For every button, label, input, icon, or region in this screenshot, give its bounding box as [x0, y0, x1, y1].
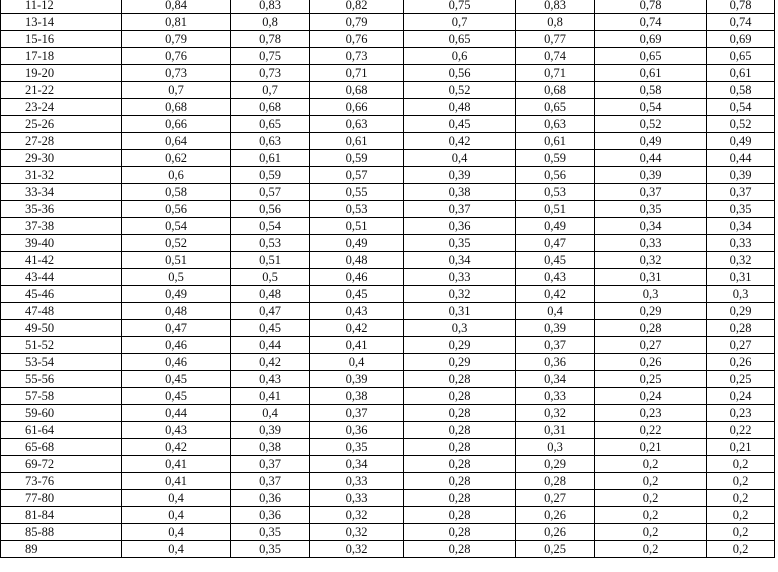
coefficient-cell: 0,51	[516, 201, 595, 218]
coefficient-cell: 0,61	[516, 133, 595, 150]
coefficient-cell: 0,49	[595, 133, 707, 150]
coefficient-cell: 0,52	[595, 116, 707, 133]
table-body	[1, 0, 775, 558]
coefficient-cell: 0,45	[231, 320, 310, 337]
coefficient-cell: 0,4	[122, 490, 231, 507]
coefficient-cell: 0,65	[707, 48, 775, 65]
coefficient-cell: 0,28	[404, 507, 516, 524]
table-row	[1, 337, 775, 354]
coefficient-cell: 0,28	[404, 524, 516, 541]
table-row	[1, 218, 775, 235]
coefficient-cell: 0,51	[231, 252, 310, 269]
coefficient-cell: 0,43	[516, 269, 595, 286]
coefficient-cell: 0,78	[231, 31, 310, 48]
age-range-cell: 51-52	[1, 337, 122, 354]
coefficient-cell: 0,65	[595, 48, 707, 65]
table-row	[1, 439, 775, 456]
coefficient-cell: 0,69	[595, 31, 707, 48]
coefficient-cell: 0,34	[310, 456, 404, 473]
coefficient-cell: 0,34	[516, 371, 595, 388]
coefficient-cell: 0,37	[231, 456, 310, 473]
coefficient-cell: 0,31	[516, 422, 595, 439]
coefficient-cell: 0,2	[707, 541, 775, 558]
coefficient-cell: 0,74	[707, 14, 775, 31]
table-row	[1, 490, 775, 507]
coefficient-cell: 0,58	[707, 82, 775, 99]
coefficient-cell: 0,2	[707, 490, 775, 507]
coefficient-cell: 0,51	[310, 218, 404, 235]
coefficient-cell: 0,28	[404, 456, 516, 473]
coefficient-cell: 0,48	[310, 252, 404, 269]
coefficient-cell: 0,35	[404, 235, 516, 252]
coefficient-cell: 0,61	[231, 150, 310, 167]
coefficient-cell: 0,21	[707, 439, 775, 456]
coefficient-cell: 0,39	[595, 167, 707, 184]
coefficient-cell: 0,38	[310, 388, 404, 405]
coefficient-cell: 0,29	[516, 456, 595, 473]
coefficient-cell: 0,46	[310, 269, 404, 286]
age-range-cell: 47-48	[1, 303, 122, 320]
coefficient-cell: 0,25	[595, 371, 707, 388]
coefficient-cell: 0,83	[231, 0, 310, 14]
age-range-cell: 85-88	[1, 524, 122, 541]
coefficient-cell: 0,33	[310, 490, 404, 507]
coefficient-cell: 0,41	[122, 456, 231, 473]
table-row	[1, 65, 775, 82]
age-range-cell: 25-26	[1, 116, 122, 133]
coefficient-cell: 0,65	[404, 31, 516, 48]
coefficient-cell: 0,48	[404, 99, 516, 116]
coefficient-cell: 0,36	[404, 218, 516, 235]
coefficient-cell: 0,78	[707, 0, 775, 14]
table-row	[1, 0, 775, 14]
coefficient-cell: 0,2	[595, 524, 707, 541]
age-range-cell: 59-60	[1, 405, 122, 422]
coefficient-cell: 0,65	[231, 116, 310, 133]
coefficient-cell: 0,73	[231, 65, 310, 82]
coefficient-cell: 0,63	[516, 116, 595, 133]
coefficient-cell: 0,2	[707, 507, 775, 524]
table-row	[1, 286, 775, 303]
age-range-cell: 39-40	[1, 235, 122, 252]
table-row	[1, 541, 775, 558]
coefficient-cell: 0,28	[595, 320, 707, 337]
coefficient-cell: 0,59	[310, 150, 404, 167]
coefficient-cell: 0,47	[516, 235, 595, 252]
coefficient-cell: 0,61	[595, 65, 707, 82]
age-range-cell: 45-46	[1, 286, 122, 303]
coefficient-cell: 0,37	[404, 201, 516, 218]
coefficient-cell: 0,37	[595, 184, 707, 201]
coefficient-cell: 0,29	[404, 337, 516, 354]
table-row	[1, 422, 775, 439]
coefficient-cell: 0,68	[231, 99, 310, 116]
age-range-cell: 57-58	[1, 388, 122, 405]
coefficient-cell: 0,3	[516, 439, 595, 456]
coefficient-cell: 0,58	[595, 82, 707, 99]
coefficient-cell: 0,26	[516, 524, 595, 541]
coefficient-cell: 0,59	[516, 150, 595, 167]
coefficient-cell: 0,52	[122, 235, 231, 252]
coefficient-cell: 0,63	[310, 116, 404, 133]
coefficient-cell: 0,71	[310, 65, 404, 82]
table-row	[1, 82, 775, 99]
coefficient-cell: 0,42	[404, 133, 516, 150]
coefficient-cell: 0,42	[231, 354, 310, 371]
age-range-cell: 23-24	[1, 99, 122, 116]
age-range-cell: 31-32	[1, 167, 122, 184]
coefficient-cell: 0,79	[310, 14, 404, 31]
coefficient-cell: 0,54	[231, 218, 310, 235]
coefficient-cell: 0,56	[404, 65, 516, 82]
coefficient-cell: 0,38	[404, 184, 516, 201]
coefficient-cell: 0,73	[310, 48, 404, 65]
coefficient-cell: 0,35	[231, 541, 310, 558]
coefficient-cell: 0,61	[310, 133, 404, 150]
coefficient-cell: 0,44	[707, 150, 775, 167]
age-range-cell: 21-22	[1, 82, 122, 99]
coefficient-cell: 0,33	[404, 269, 516, 286]
table-row	[1, 354, 775, 371]
coefficient-cell: 0,66	[310, 99, 404, 116]
coefficient-cell: 0,45	[122, 371, 231, 388]
age-range-cell: 69-72	[1, 456, 122, 473]
coefficient-cell: 0,23	[707, 405, 775, 422]
coefficient-cell: 0,61	[707, 65, 775, 82]
table-row	[1, 99, 775, 116]
coefficient-cell: 0,56	[231, 201, 310, 218]
coefficient-cell: 0,6	[404, 48, 516, 65]
coefficient-cell: 0,2	[595, 473, 707, 490]
coefficient-cell: 0,27	[595, 337, 707, 354]
table-row	[1, 48, 775, 65]
table-row	[1, 303, 775, 320]
coefficient-cell: 0,68	[310, 82, 404, 99]
coefficient-cell: 0,58	[122, 184, 231, 201]
coefficient-cell: 0,28	[516, 473, 595, 490]
coefficient-cell: 0,4	[404, 150, 516, 167]
coefficient-cell: 0,82	[310, 0, 404, 14]
coefficient-cell: 0,57	[231, 184, 310, 201]
coefficient-cell: 0,4	[231, 405, 310, 422]
table-row	[1, 320, 775, 337]
coefficient-cell: 0,25	[516, 541, 595, 558]
coefficient-cell: 0,28	[404, 473, 516, 490]
coefficient-cell: 0,56	[122, 201, 231, 218]
coefficient-cell: 0,41	[310, 337, 404, 354]
coefficient-cell: 0,44	[231, 337, 310, 354]
coefficient-cell: 0,22	[707, 422, 775, 439]
coefficient-cell: 0,43	[231, 371, 310, 388]
coefficient-cell: 0,34	[595, 218, 707, 235]
coefficient-cell: 0,79	[122, 31, 231, 48]
coefficient-cell: 0,48	[231, 286, 310, 303]
coefficient-cell: 0,38	[231, 439, 310, 456]
table-row	[1, 507, 775, 524]
coefficient-cell: 0,28	[404, 490, 516, 507]
coefficient-cell: 0,81	[122, 14, 231, 31]
coefficient-cell: 0,54	[122, 218, 231, 235]
coefficient-cell: 0,8	[231, 14, 310, 31]
age-range-cell: 41-42	[1, 252, 122, 269]
coefficient-cell: 0,28	[404, 388, 516, 405]
table-row	[1, 388, 775, 405]
coefficient-cell: 0,49	[707, 133, 775, 150]
coefficient-cell: 0,49	[310, 235, 404, 252]
coefficient-cell: 0,35	[231, 524, 310, 541]
table-row	[1, 116, 775, 133]
age-range-cell: 81-84	[1, 507, 122, 524]
coefficient-cell: 0,24	[707, 388, 775, 405]
coefficient-cell: 0,63	[231, 133, 310, 150]
coefficient-cell: 0,2	[595, 541, 707, 558]
coefficient-cell: 0,77	[516, 31, 595, 48]
coefficient-cell: 0,45	[404, 116, 516, 133]
coefficient-cell: 0,35	[310, 439, 404, 456]
table-row	[1, 133, 775, 150]
coefficient-cell: 0,76	[122, 48, 231, 65]
coefficient-cell: 0,75	[404, 0, 516, 14]
coefficient-cell: 0,33	[595, 235, 707, 252]
table-row	[1, 456, 775, 473]
coefficient-cell: 0,28	[707, 320, 775, 337]
coefficient-cell: 0,52	[707, 116, 775, 133]
coefficient-cell: 0,3	[404, 320, 516, 337]
table-row	[1, 473, 775, 490]
coefficient-cell: 0,28	[404, 371, 516, 388]
coefficient-cell: 0,4	[122, 541, 231, 558]
coefficient-cell: 0,45	[516, 252, 595, 269]
age-range-cell: 65-68	[1, 439, 122, 456]
coefficient-cell: 0,45	[122, 388, 231, 405]
coefficient-cell: 0,37	[516, 337, 595, 354]
age-range-cell: 53-54	[1, 354, 122, 371]
coefficient-cell: 0,41	[231, 388, 310, 405]
coefficient-cell: 0,76	[310, 31, 404, 48]
coefficient-cell: 0,5	[122, 269, 231, 286]
coefficient-cell: 0,2	[707, 456, 775, 473]
age-range-cell: 49-50	[1, 320, 122, 337]
age-range-cell: 35-36	[1, 201, 122, 218]
table-row	[1, 14, 775, 31]
coefficient-cell: 0,7	[231, 82, 310, 99]
coefficient-cell: 0,21	[595, 439, 707, 456]
coefficient-cell: 0,6	[122, 167, 231, 184]
coefficient-cell: 0,33	[707, 235, 775, 252]
coefficient-cell: 0,47	[231, 303, 310, 320]
coefficient-cell: 0,34	[707, 218, 775, 235]
coefficient-cell: 0,44	[122, 405, 231, 422]
coefficient-cell: 0,27	[707, 337, 775, 354]
coefficient-cell: 0,53	[231, 235, 310, 252]
coefficient-cell: 0,62	[122, 150, 231, 167]
coefficient-cell: 0,57	[310, 167, 404, 184]
coefficient-cell: 0,45	[310, 286, 404, 303]
age-range-cell: 43-44	[1, 269, 122, 286]
coefficient-cell: 0,23	[595, 405, 707, 422]
coefficient-cell: 0,29	[707, 303, 775, 320]
coefficient-cell: 0,39	[707, 167, 775, 184]
coefficient-cell: 0,26	[707, 354, 775, 371]
coefficient-cell: 0,53	[310, 201, 404, 218]
age-range-cell: 11-12	[1, 0, 122, 14]
coefficient-cell: 0,37	[231, 473, 310, 490]
coefficient-cell: 0,2	[707, 524, 775, 541]
age-range-cell: 17-18	[1, 48, 122, 65]
coefficient-cell: 0,33	[310, 473, 404, 490]
coefficient-cell: 0,2	[595, 507, 707, 524]
coefficient-cell: 0,65	[516, 99, 595, 116]
table-row	[1, 167, 775, 184]
age-range-cell: 61-64	[1, 422, 122, 439]
coefficient-cell: 0,33	[516, 388, 595, 405]
coefficient-cell: 0,26	[516, 507, 595, 524]
coefficient-cell: 0,36	[516, 354, 595, 371]
coefficient-cell: 0,3	[707, 286, 775, 303]
coefficient-cell: 0,64	[122, 133, 231, 150]
coefficient-cell: 0,22	[595, 422, 707, 439]
coefficient-cell: 0,36	[231, 490, 310, 507]
age-range-cell: 13-14	[1, 14, 122, 31]
coefficient-cell: 0,27	[516, 490, 595, 507]
coefficient-cell: 0,39	[310, 371, 404, 388]
table-row	[1, 31, 775, 48]
coefficient-cell: 0,32	[707, 252, 775, 269]
coefficient-cell: 0,3	[595, 286, 707, 303]
coefficient-cell: 0,28	[404, 439, 516, 456]
table-row	[1, 201, 775, 218]
coefficient-cell: 0,41	[122, 473, 231, 490]
coefficient-cell: 0,32	[310, 524, 404, 541]
coefficient-cell: 0,47	[122, 320, 231, 337]
coefficient-cell: 0,73	[122, 65, 231, 82]
coefficient-cell: 0,7	[404, 14, 516, 31]
coefficient-cell: 0,39	[231, 422, 310, 439]
table-row	[1, 150, 775, 167]
coefficient-cell: 0,36	[310, 422, 404, 439]
coefficient-cell: 0,28	[404, 405, 516, 422]
coefficient-cell: 0,29	[404, 354, 516, 371]
coefficient-cell: 0,43	[310, 303, 404, 320]
coefficient-cell: 0,74	[595, 14, 707, 31]
coefficient-cell: 0,28	[404, 422, 516, 439]
age-range-cell: 73-76	[1, 473, 122, 490]
coefficient-cell: 0,37	[310, 405, 404, 422]
coefficient-cell: 0,2	[707, 473, 775, 490]
coefficient-cell: 0,43	[122, 422, 231, 439]
coefficient-cell: 0,42	[122, 439, 231, 456]
coefficient-cell: 0,53	[516, 184, 595, 201]
table-row	[1, 371, 775, 388]
coefficient-cell: 0,56	[516, 167, 595, 184]
coefficient-cell: 0,74	[516, 48, 595, 65]
table-row	[1, 235, 775, 252]
coefficient-cell: 0,68	[516, 82, 595, 99]
coefficient-cell: 0,71	[516, 65, 595, 82]
table-row	[1, 184, 775, 201]
coefficient-cell: 0,4	[122, 524, 231, 541]
coefficient-cell: 0,66	[122, 116, 231, 133]
coefficient-cell: 0,39	[516, 320, 595, 337]
coefficient-cell: 0,55	[310, 184, 404, 201]
coefficient-cell: 0,51	[122, 252, 231, 269]
coefficient-cell: 0,4	[516, 303, 595, 320]
age-range-cell: 77-80	[1, 490, 122, 507]
coefficient-cell: 0,37	[707, 184, 775, 201]
coefficient-cell: 0,2	[595, 456, 707, 473]
coefficient-cell: 0,32	[516, 405, 595, 422]
age-range-cell: 27-28	[1, 133, 122, 150]
coefficient-cell: 0,2	[595, 490, 707, 507]
coefficient-cell: 0,32	[310, 507, 404, 524]
coefficient-cell: 0,46	[122, 337, 231, 354]
coefficient-cell: 0,44	[595, 150, 707, 167]
coefficient-cell: 0,31	[707, 269, 775, 286]
table-row	[1, 405, 775, 422]
coefficient-cell: 0,32	[310, 541, 404, 558]
coefficient-cell: 0,29	[595, 303, 707, 320]
coefficient-cell: 0,78	[595, 0, 707, 14]
coefficient-cell: 0,68	[122, 99, 231, 116]
coefficient-cell: 0,25	[707, 371, 775, 388]
coefficient-cell: 0,83	[516, 0, 595, 14]
coefficient-cell: 0,48	[122, 303, 231, 320]
coefficient-cell: 0,8	[516, 14, 595, 31]
coefficient-cell: 0,36	[231, 507, 310, 524]
table-row	[1, 269, 775, 286]
age-range-cell: 29-30	[1, 150, 122, 167]
age-range-cell: 19-20	[1, 65, 122, 82]
age-range-cell: 37-38	[1, 218, 122, 235]
coefficient-cell: 0,49	[122, 286, 231, 303]
coefficient-cell: 0,42	[310, 320, 404, 337]
coefficient-cell: 0,32	[404, 286, 516, 303]
coefficient-cell: 0,5	[231, 269, 310, 286]
coefficient-cell: 0,54	[595, 99, 707, 116]
coefficient-cell: 0,31	[595, 269, 707, 286]
coefficient-cell: 0,39	[404, 167, 516, 184]
coefficient-cell: 0,52	[404, 82, 516, 99]
coefficient-cell: 0,7	[122, 82, 231, 99]
coefficient-cell: 0,46	[122, 354, 231, 371]
coefficient-cell: 0,32	[595, 252, 707, 269]
table-row	[1, 252, 775, 269]
table-row	[1, 524, 775, 541]
coefficient-cell: 0,54	[707, 99, 775, 116]
coefficient-cell: 0,24	[595, 388, 707, 405]
coefficient-cell: 0,84	[122, 0, 231, 14]
age-range-cell: 33-34	[1, 184, 122, 201]
coefficient-cell: 0,34	[404, 252, 516, 269]
age-range-cell: 15-16	[1, 31, 122, 48]
coefficient-cell: 0,59	[231, 167, 310, 184]
coefficient-cell: 0,35	[707, 201, 775, 218]
coefficient-cell: 0,42	[516, 286, 595, 303]
coefficient-cell: 0,35	[595, 201, 707, 218]
coefficient-cell: 0,49	[516, 218, 595, 235]
coefficient-cell: 0,26	[595, 354, 707, 371]
coefficient-cell: 0,4	[310, 354, 404, 371]
coefficient-cell: 0,31	[404, 303, 516, 320]
coefficient-cell: 0,4	[122, 507, 231, 524]
age-range-cell: 55-56	[1, 371, 122, 388]
coefficient-cell: 0,28	[404, 541, 516, 558]
age-range-cell: 89	[1, 541, 122, 558]
coefficient-cell: 0,75	[231, 48, 310, 65]
coefficient-cell: 0,69	[707, 31, 775, 48]
